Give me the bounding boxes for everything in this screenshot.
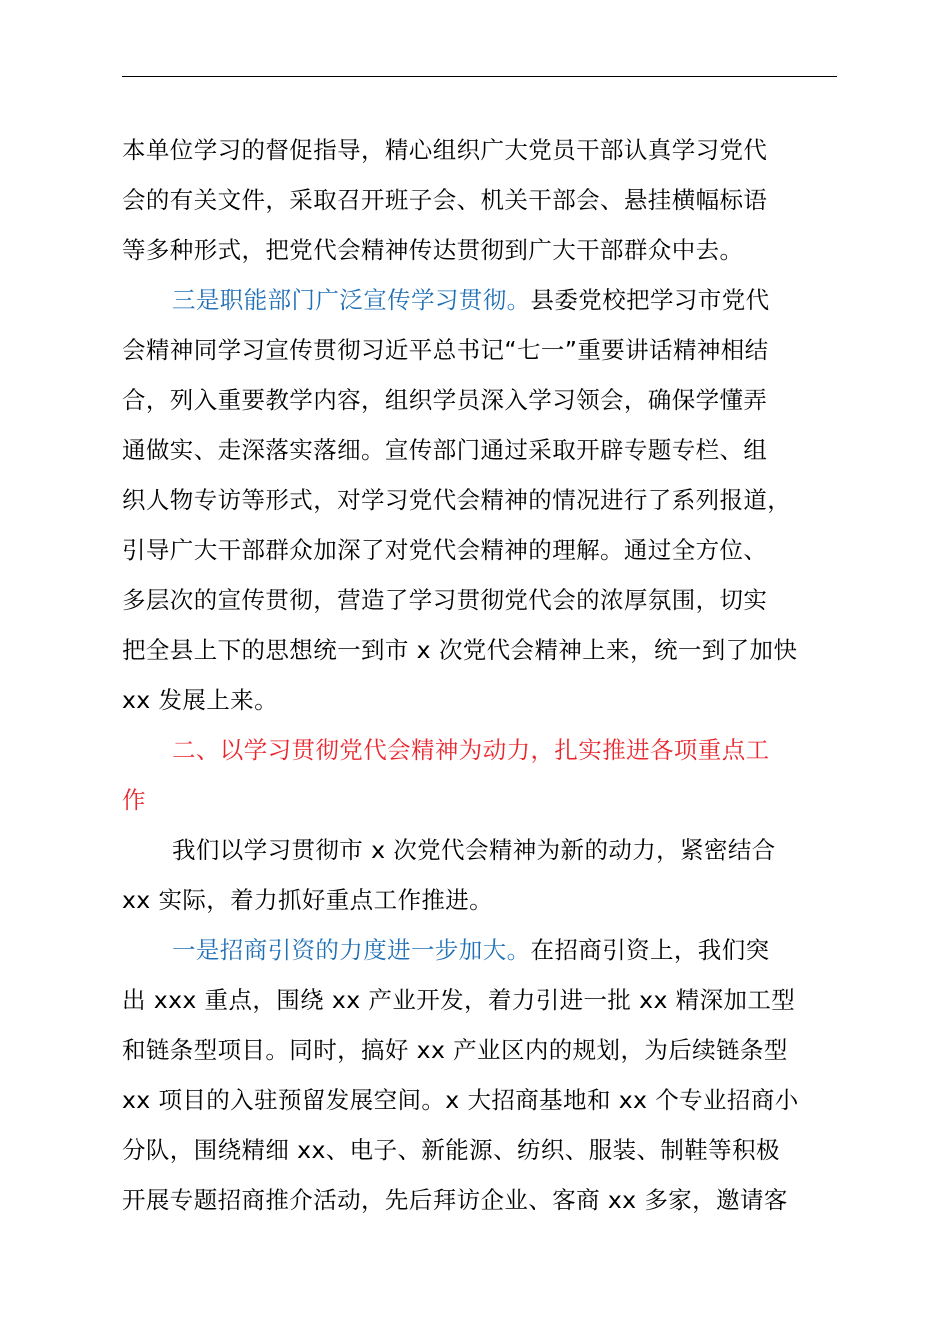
text-line: 和链条型项目。同时，搞好 xx 产业区内的规划，为后续链条型 xyxy=(122,1036,788,1064)
text-line: 织人物专访等形式，对学习党代会精神的情况进行了系列报道， xyxy=(122,486,792,514)
text-line: 出 xxx 重点，围绕 xx 产业开发，着力引进一批 xx 精深加工型 xyxy=(122,986,796,1014)
paragraph-first-line xyxy=(172,285,770,315)
subheading-blue: 三是职能部门广泛宣传学习贯彻。 xyxy=(172,286,531,314)
text-line: 引导广大干部群众加深了对党代会精神的理解。通过全方位、 xyxy=(122,536,768,564)
paragraph-first-line xyxy=(172,935,770,965)
text-line: 会精神同学习宣传贯彻习近平总书记“七一”重要讲话精神相结 xyxy=(122,336,769,364)
text-line: 开展专题招商推介活动，先后拜访企业、客商 xx 多家，邀请客 xyxy=(122,1186,788,1214)
text-line: xx 实际，着力抓好重点工作推进。 xyxy=(122,886,494,914)
text-line: 我们以学习贯彻市 x 次党代会精神为新的动力，紧密结合 xyxy=(172,836,776,864)
subheading-blue: 一是招商引资的力度进一步加大。 xyxy=(172,936,531,964)
text-line: 等多种形式，把党代会精神传达贯彻到广大干部群众中去。 xyxy=(122,236,744,264)
section-heading: 二、以学习贯彻党代会精神为动力，扎实推进各项重点工 xyxy=(172,736,770,764)
text-line: 会的有关文件，采取召开班子会、机关干部会、悬挂横幅标语 xyxy=(122,186,768,214)
text-line: 本单位学习的督促指导，精心组织广大党员干部认真学习党代 xyxy=(122,136,768,164)
text-line: 多层次的宣传贯彻，营造了学习贯彻党代会的浓厚氛围，切实 xyxy=(122,586,768,614)
header-rule xyxy=(122,76,837,77)
text-line: 把全县上下的思想统一到市 x 次党代会精神上来，统一到了加快 xyxy=(122,636,798,664)
text-line: 分队，围绕精细 xx、电子、新能源、纺织、服装、制鞋等积极 xyxy=(122,1136,780,1164)
text-run: 在招商引资上，我们突 xyxy=(530,936,770,964)
text-line: 合，列入重要教学内容，组织学员深入学习领会，确保学懂弄 xyxy=(122,386,768,414)
section-heading-cont: 作 xyxy=(122,786,146,814)
text-line: xx 项目的入驻预留发展空间。x 大招商基地和 xx 个专业招商小 xyxy=(122,1086,799,1114)
text-run: 县委党校把学习市党代 xyxy=(530,286,770,314)
text-line: 通做实、走深落实落细。宣传部门通过采取开辟专题专栏、组 xyxy=(122,436,768,464)
text-line: xx 发展上来。 xyxy=(122,686,278,714)
